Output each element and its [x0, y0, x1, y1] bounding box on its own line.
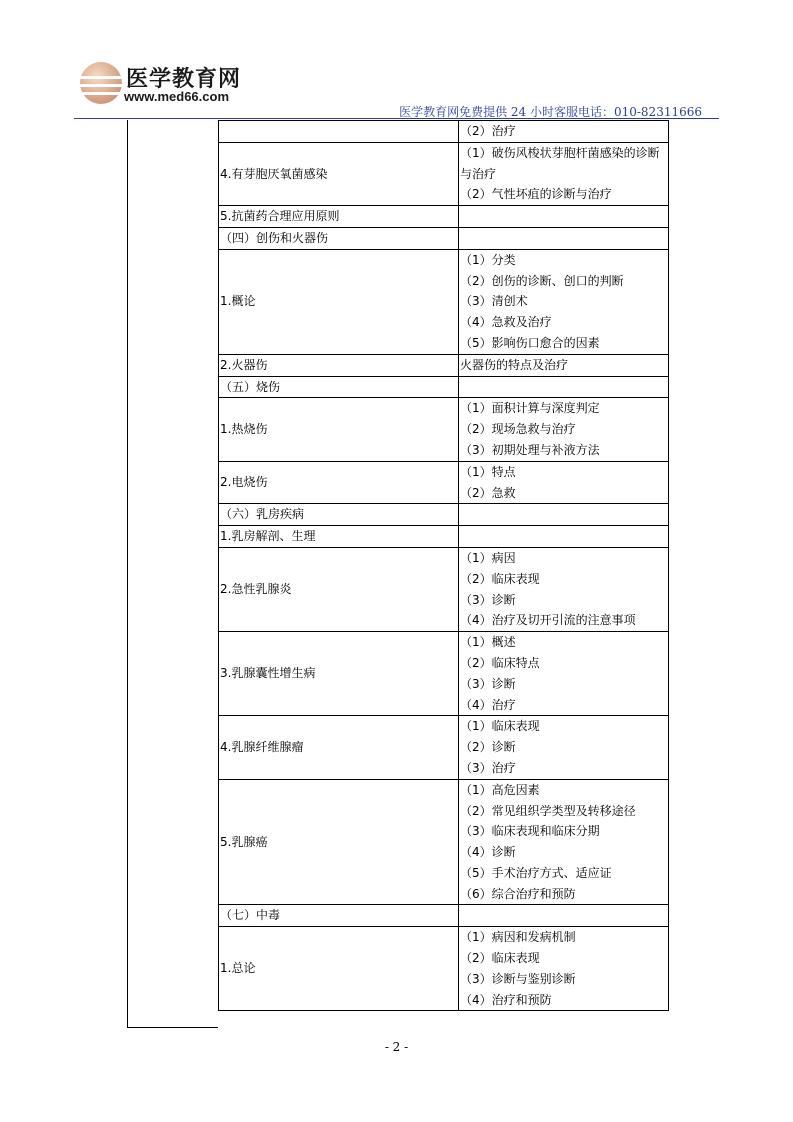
syllabus-table-body	[219, 121, 669, 1011]
details-cell	[459, 779, 669, 905]
detail-line: （1）概述	[460, 635, 516, 650]
details-cell	[459, 927, 669, 1011]
topic-cell: （五）烧伤	[219, 376, 459, 398]
detail-line: （2）临床表现	[460, 951, 540, 966]
table-row	[219, 547, 669, 631]
table-row	[219, 461, 669, 504]
detail-line: （1）破伤风梭状芽胞杆菌感染的诊断与治疗	[460, 145, 660, 181]
detail-line: （2）诊断	[460, 740, 516, 755]
logo-title: 医学教育网	[126, 66, 242, 92]
table-row	[219, 632, 669, 716]
table-row	[219, 905, 669, 927]
table-row	[219, 121, 669, 143]
detail-line: （2）急救	[460, 485, 516, 500]
detail-line: （5）影响伤口愈合的因素	[460, 335, 600, 350]
detail-line: （3）诊断	[460, 592, 516, 607]
table-row	[219, 398, 669, 461]
detail-line: （3）诊断与鉴别诊断	[460, 971, 576, 986]
detail-line: （1）临床表现	[460, 719, 540, 734]
topic-cell	[219, 121, 459, 143]
detail-line: （3）诊断	[460, 676, 516, 691]
detail-line: （4）急救及治疗	[460, 315, 552, 330]
table-row	[219, 526, 669, 548]
table-row	[219, 927, 669, 1011]
details-cell	[459, 632, 669, 716]
table-row	[219, 504, 669, 526]
topic-cell: 2.电烧伤	[219, 461, 459, 504]
syllabus-table	[218, 120, 669, 1011]
outer-table-bottom-border	[127, 1027, 218, 1028]
table-row	[219, 354, 669, 376]
detail-line: （4）治疗和预防	[460, 992, 552, 1007]
logo-emblem-icon	[80, 62, 122, 104]
topic-cell: 1.概论	[219, 249, 459, 354]
details-cell	[459, 526, 669, 548]
topic-cell: 1.总论	[219, 927, 459, 1011]
table-row	[219, 716, 669, 779]
detail-line: （4）诊断	[460, 845, 516, 860]
details-cell	[459, 354, 669, 376]
detail-line: （2）临床特点	[460, 655, 540, 670]
logo-stripe	[74, 92, 122, 95]
detail-line: （1）分类	[460, 252, 516, 267]
detail-line: （2）现场急救与治疗	[460, 422, 576, 437]
details-cell	[459, 206, 669, 228]
topic-cell: 1.乳房解剖、生理	[219, 526, 459, 548]
topic-cell: 3.乳腺囊性增生病	[219, 632, 459, 716]
detail-line: （1）病因和发病机制	[460, 930, 576, 945]
detail-line: （6）综合治疗和预防	[460, 886, 576, 901]
topic-cell: （六）乳房疾病	[219, 504, 459, 526]
detail-line: 火器伤的特点及治疗	[460, 357, 569, 372]
header-divider	[74, 118, 719, 119]
detail-line: （4）治疗	[460, 697, 516, 712]
details-cell	[459, 376, 669, 398]
topic-cell: （七）中毒	[219, 905, 459, 927]
details-cell	[459, 398, 669, 461]
topic-cell: 5.乳腺癌	[219, 779, 459, 905]
detail-line: （1）高危因素	[460, 782, 540, 797]
detail-line: （1）病因	[460, 550, 516, 565]
logo-stripe	[74, 76, 122, 79]
med66-logo	[74, 60, 254, 108]
details-cell	[459, 716, 669, 779]
table-row	[219, 227, 669, 249]
topic-cell: 1.热烧伤	[219, 398, 459, 461]
logo-stripe	[74, 84, 122, 87]
table-row	[219, 779, 669, 905]
header-contact: 医学教育网免费提供 24 小时客服电话：010-82311666	[399, 105, 702, 119]
details-cell	[459, 547, 669, 631]
details-cell	[459, 504, 669, 526]
details-cell	[459, 142, 669, 205]
details-cell	[459, 249, 669, 354]
detail-line: （2）常见组织学类型及转移途径	[460, 803, 636, 818]
detail-line: （2）创伤的诊断、创口的判断	[460, 273, 624, 288]
details-cell	[459, 227, 669, 249]
detail-line: （3）临床表现和临床分期	[460, 824, 600, 839]
topic-cell: （四）创伤和火器伤	[219, 227, 459, 249]
detail-line: （1）面积计算与深度判定	[460, 401, 600, 416]
topic-cell: 2.急性乳腺炎	[219, 547, 459, 631]
detail-line: （2）治疗	[460, 124, 516, 138]
topic-cell: 4.乳腺纤维腺瘤	[219, 716, 459, 779]
detail-line: （5）手术治疗方式、适应证	[460, 865, 612, 880]
table-row	[219, 376, 669, 398]
detail-line: （3）清创术	[460, 294, 528, 309]
topic-cell: 2.火器伤	[219, 354, 459, 376]
topic-cell: 5.抗菌药合理应用原则	[219, 206, 459, 228]
page-number: - 2 -	[384, 1040, 409, 1054]
details-cell	[459, 905, 669, 927]
table-row	[219, 206, 669, 228]
detail-line: （3）初期处理与补液方法	[460, 442, 600, 457]
details-cell	[459, 121, 669, 143]
detail-line: （2）气性坏疽的诊断与治疗	[460, 187, 612, 202]
detail-line: （3）治疗	[460, 760, 516, 775]
detail-line: （2）临床表现	[460, 571, 540, 586]
table-row	[219, 249, 669, 354]
detail-line: （1）特点	[460, 464, 516, 479]
details-cell	[459, 461, 669, 504]
logo-url: www.med66.com	[124, 89, 229, 104]
detail-line: （4）治疗及切开引流的注意事项	[460, 613, 636, 628]
outer-table-left-border	[127, 120, 128, 1027]
table-row	[219, 142, 669, 205]
topic-cell: 4.有芽胞厌氧菌感染	[219, 142, 459, 205]
